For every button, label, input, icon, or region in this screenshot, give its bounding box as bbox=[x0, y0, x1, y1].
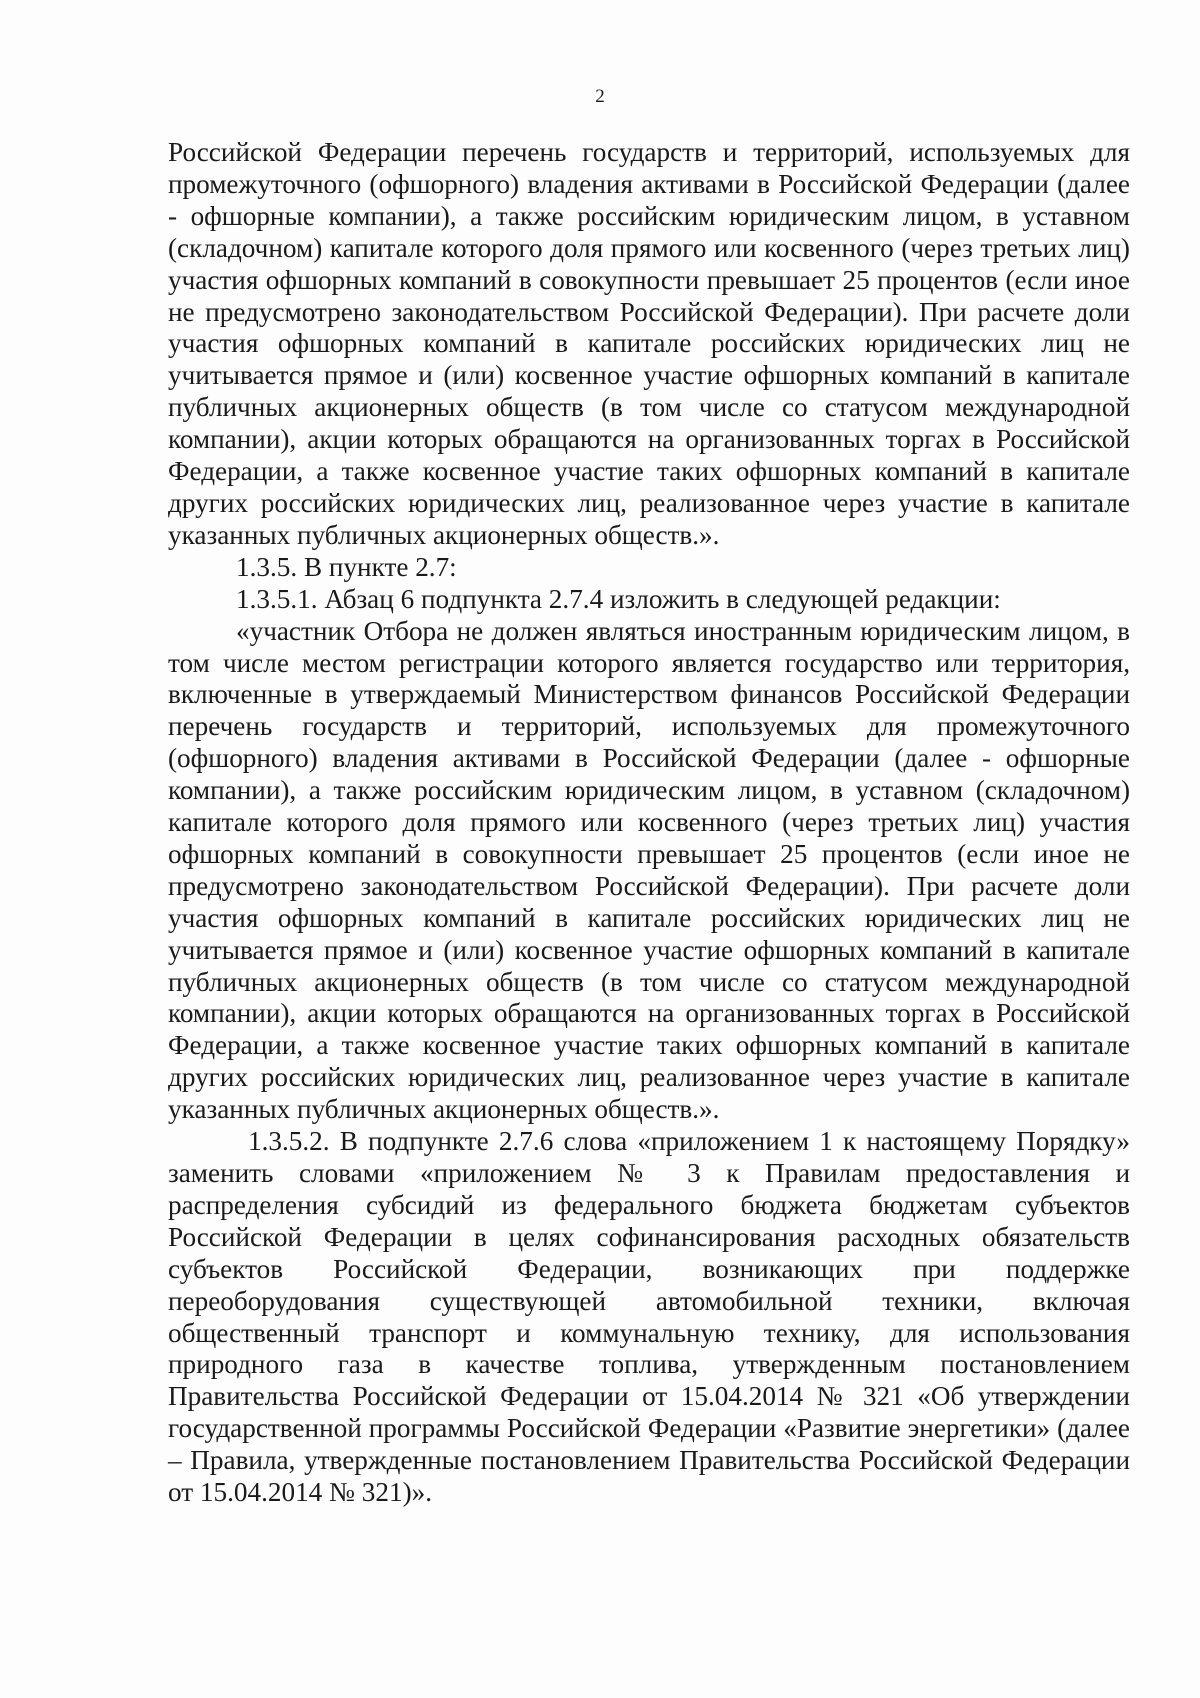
paragraph-item-1-3-5-1: 1.3.5.1. Абзац 6 подпункта 2.7.4 изложить в следующей редакции: bbox=[236, 583, 1001, 614]
paragraph-item-1-3-5-2: 1.3.5.2. В подпункте 2.7.6 слова «приложением 1 к настоящему Порядку» заменить словами «приложением № 3 к Правилам предоставления и распределения субсидий из федерального бюджета бюджетам субъектов Российской Федерации в целях софинансирования расходных обязательств субъектов Российской Федерации, возникающих при поддержке переоборудования существующей автомобильной техники, включая общественный транспорт и коммунальную технику, для использования природного газа в качестве топлива, утвержденным постановлением Правительства Российской Федерации от 15.04.2014 № 321 «Об утверждении государственной программы Российской Федерации «Развитие энергетики» (далее – Правила, утвержденные постановлением Правительства Российской Федерации от 15.04.2014 № 321)». bbox=[168, 1126, 1130, 1508]
paragraph-item-1-3-5: 1.3.5. В пункте 2.7: bbox=[236, 551, 457, 582]
paragraph-continuation: Российской Федерации перечень государств и территорий, используемых для промежуточного (офшорного) владения активами в Российской Федерации (далее - офшорные компании), а также российским юридическим лицом, в уставном (складочном) капитале которого доля прямого или косвенного (через третьих лиц) участия офшорных компаний в совокупности превышает 25 процентов (если иное не предусмотрено законодательством Российской Федерации). При расчете доли участия офшорных компаний в капитале российских юридических лиц не учитывается прямое и (или) косвенное участие офшорных компаний в капитале публичных акционерных обществ (в том числе со статусом международной компании), акции которых обращаются на организованных торгах в Российской Федерации, а также косвенное участие таких офшорных компаний в капитале других российских юридических лиц, реализованное через участие в капитале указанных публичных акционерных обществ.». bbox=[168, 137, 1130, 550]
paragraph-quoted-amendment: «участник Отбора не должен являться иностранным юридическим лицом, в том числе местом регистрации которого является государство или территория, включенные в утверждаемый Министерством финансов Российской Федерации перечень государств и территорий, используемых для промежуточного (офшорного) владения активами в Российской Федерации (далее - офшорные компании), а также российским юридическим лицом, в уставном (складочном) капитале которого доля прямого или косвенного (через третьих лиц) участия офшорных компаний в совокупности превышает 25 процентов (если иное не предусмотрено законодательством Российской Федерации). При расчете доли участия офшорных компаний в капитале российских юридических лиц не учитывается прямое и (или) косвенное участие офшорных компаний в капитале публичных акционерных обществ (в том числе со статусом международной компании), акции которых обращаются на организованных торгах в Российской Федерации, а также косвенное участие таких офшорных компаний в капитале других российских юридических лиц, реализованное через участие в капитале указанных публичных акционерных обществ.». bbox=[168, 615, 1130, 1125]
page-number: 2 bbox=[595, 86, 605, 107]
document-body bbox=[168, 137, 1130, 1509]
